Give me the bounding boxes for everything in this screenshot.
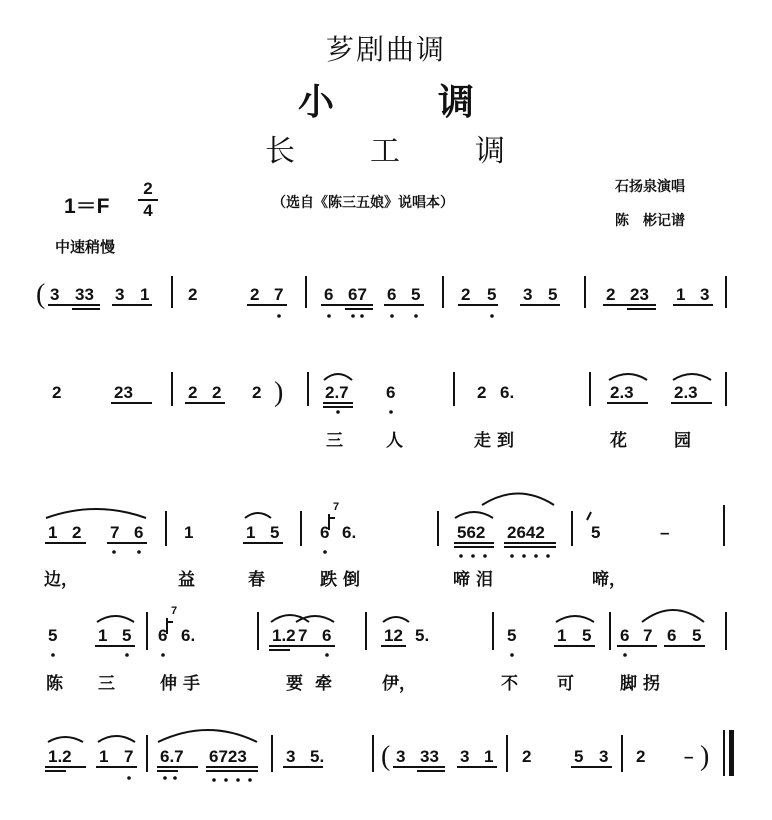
note: 1.2: [272, 626, 296, 645]
key-signature: 1＝F: [64, 195, 110, 218]
note: 6.: [342, 523, 357, 542]
note: 5: [487, 285, 497, 304]
note: 6: [386, 383, 396, 402]
lyric: 不: [501, 674, 518, 694]
lyric: 益: [178, 570, 195, 590]
row4-dots: [51, 653, 627, 657]
note: 562: [457, 523, 486, 542]
lyric: 陈: [46, 674, 63, 694]
row5-dots: [127, 776, 252, 782]
note: 23: [630, 285, 649, 304]
lyric: 三: [326, 431, 343, 451]
note: 5: [122, 626, 132, 645]
note: 2.3: [610, 383, 634, 402]
lyric: 伊，: [382, 674, 416, 694]
note: 6723: [209, 747, 247, 766]
song-title-char-2: 调: [437, 82, 474, 123]
transcriber-credit: 陈 彬记谱: [615, 213, 685, 229]
note: 5: [411, 285, 421, 304]
note: 1.2: [48, 747, 72, 766]
meter-numerator: 2: [143, 179, 153, 198]
note: 2: [606, 285, 616, 304]
lyric: 花: [610, 431, 627, 451]
note: 3: [50, 285, 60, 304]
note: 2: [250, 285, 260, 304]
close-paren: ): [700, 741, 710, 772]
note: 3: [460, 747, 470, 766]
row1-dots: [277, 314, 494, 318]
note: 33: [420, 747, 439, 766]
note: 7: [643, 626, 653, 645]
note: 2: [636, 747, 646, 766]
subtitle-char-3: 调: [475, 134, 507, 169]
song-title-char-1: 小: [297, 82, 334, 123]
note: 1: [184, 523, 194, 542]
note: 2: [212, 383, 222, 402]
row2-beams: [111, 372, 726, 407]
lyric: 要牵: [286, 674, 344, 694]
note: 5: [591, 523, 601, 542]
lyric: 三: [98, 674, 115, 694]
note: 67: [348, 285, 367, 304]
grace-note: 7: [333, 501, 340, 513]
note: 2: [522, 747, 532, 766]
row3-dots: [112, 550, 550, 558]
note: 2: [252, 383, 262, 402]
note: 2: [188, 285, 198, 304]
row3-beams: [45, 494, 724, 548]
note: 6: [667, 626, 677, 645]
note: 6: [320, 523, 330, 542]
note: 6: [322, 626, 332, 645]
subtitle-char-2: 工: [370, 134, 402, 169]
lyric: 春: [248, 570, 265, 590]
note: 6: [387, 285, 397, 304]
lyric: 走到: [474, 431, 520, 451]
close-paren: ): [274, 377, 284, 408]
note: 5: [582, 626, 592, 645]
source-note: （选自《陈三五娘》说唱本）: [272, 195, 454, 211]
note: 5.: [310, 747, 325, 766]
lyric: 园: [674, 431, 691, 451]
row2-dots: [336, 410, 393, 414]
note: 23: [114, 383, 133, 402]
note: 1: [99, 747, 109, 766]
subtitle-char-1: 长: [265, 134, 297, 169]
note: 3: [286, 747, 296, 766]
note: –: [684, 747, 694, 766]
note: 5: [48, 626, 58, 645]
note: 12: [384, 626, 403, 645]
lyric: 跌倒: [320, 570, 366, 590]
note: 1: [557, 626, 567, 645]
note: 1: [246, 523, 256, 542]
open-paren: (: [381, 741, 391, 772]
note: 3: [115, 285, 125, 304]
note: 7: [298, 626, 308, 645]
final-barline: [729, 730, 734, 776]
grace-note: 7: [171, 605, 178, 617]
note: 2: [477, 383, 487, 402]
note: 3: [523, 285, 533, 304]
note: 1: [484, 747, 494, 766]
note: 6: [158, 626, 168, 645]
lyric: 啼，: [592, 570, 626, 590]
note: 2: [72, 523, 82, 542]
note: 6.: [181, 626, 196, 645]
note: 7: [124, 747, 134, 766]
lyric: 伸手: [160, 674, 206, 694]
lyric: 啼泪: [453, 570, 499, 590]
note: 2.7: [325, 383, 349, 402]
note: 6: [134, 523, 144, 542]
lyric: 脚拐: [620, 674, 666, 694]
lyric: 人: [386, 431, 403, 451]
lyric: 可: [557, 674, 574, 694]
note: 1: [140, 285, 150, 304]
note: 2: [52, 383, 62, 402]
note: 2642: [507, 523, 545, 542]
note: 3: [700, 285, 710, 304]
note: 5: [548, 285, 558, 304]
note: 33: [75, 285, 94, 304]
note: 5: [270, 523, 280, 542]
note: 5: [574, 747, 584, 766]
note: 6.7: [160, 747, 184, 766]
tempo-marking: 中速稍慢: [55, 238, 116, 256]
note: 2: [461, 285, 471, 304]
note: 2.3: [674, 383, 698, 402]
note: 1: [48, 523, 58, 542]
lyric: 边，: [44, 570, 78, 590]
genre-title: 芗剧曲调: [325, 33, 446, 66]
note: –: [660, 523, 670, 542]
note: 6.: [500, 383, 515, 402]
note: 6: [620, 626, 630, 645]
meter-denominator: 4: [143, 201, 153, 220]
singer-credit: 石扬泉演唱: [615, 179, 685, 195]
note: 7: [110, 523, 120, 542]
note: 1: [98, 626, 108, 645]
note: 2: [188, 383, 198, 402]
note: 1: [676, 285, 686, 304]
note: 3: [599, 747, 609, 766]
note: 5: [507, 626, 517, 645]
note: 7: [274, 285, 284, 304]
note: 5: [692, 626, 702, 645]
open-paren: (: [36, 279, 46, 310]
note: 6: [324, 285, 334, 304]
note: 3: [396, 747, 406, 766]
note: 5.: [415, 626, 430, 645]
